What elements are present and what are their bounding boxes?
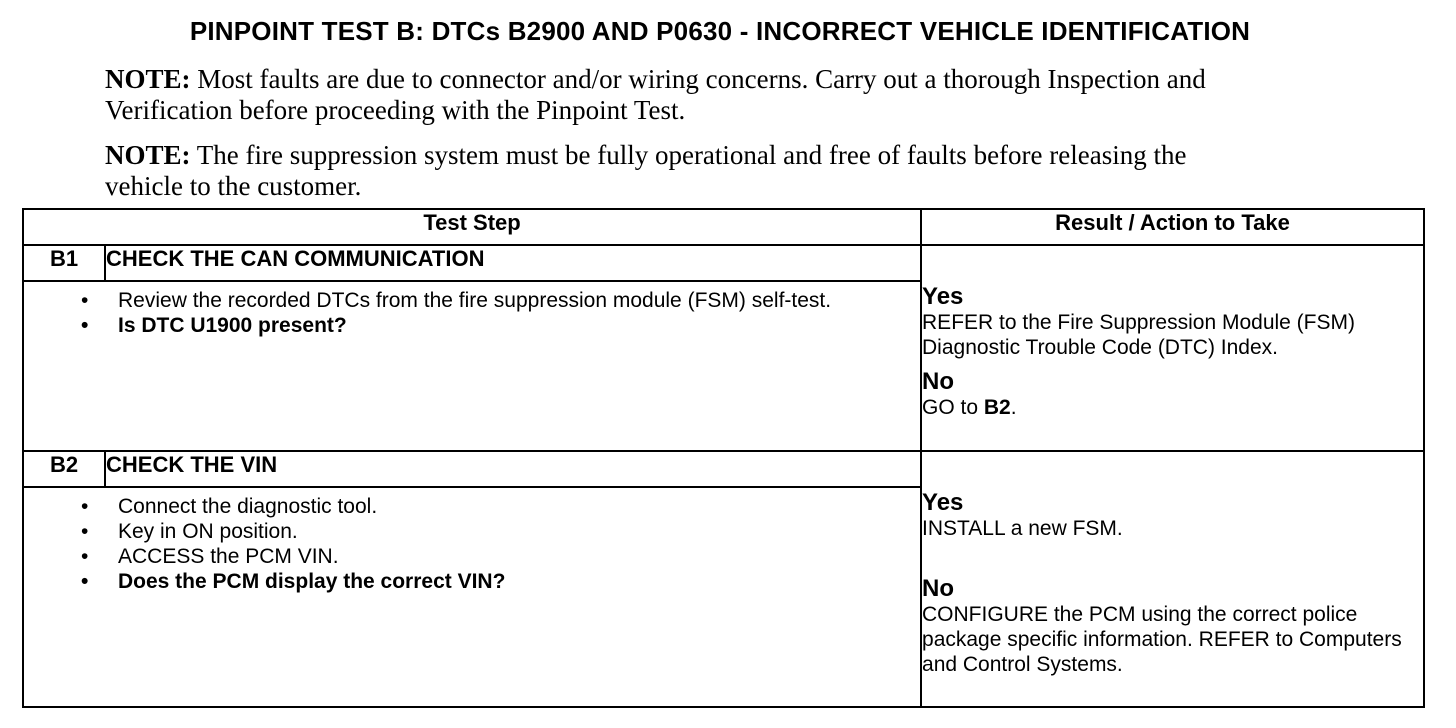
step-question: • Does the PCM display the correct VIN? bbox=[118, 569, 920, 594]
result-yes-text: INSTALL a new FSM. bbox=[922, 517, 1123, 540]
step-result-cell bbox=[921, 245, 1424, 451]
result-yes-text: REFER to the Fire Suppression Module (FSM) Diagnostic Trouble Code (DTC) Index. bbox=[922, 311, 1355, 359]
page-title: PINPOINT TEST B: DTCs B2900 AND P0630 - INCORRECT VEHICLE IDENTIFICATION bbox=[189, 16, 1251, 46]
table-header-row bbox=[23, 209, 1424, 245]
note-label: NOTE: bbox=[105, 64, 191, 94]
step-instruction: • Connect the diagnostic tool. bbox=[118, 494, 920, 519]
step-title: CHECK THE VIN bbox=[105, 451, 921, 487]
result-yes-label: Yes bbox=[922, 489, 964, 516]
header-result-action: Result / Action to Take bbox=[921, 209, 1424, 245]
note-connector-wiring bbox=[105, 64, 1215, 126]
step-instruction: • Key in ON position. bbox=[118, 519, 920, 544]
step-body bbox=[23, 281, 921, 451]
result-yes-label: Yes bbox=[922, 283, 964, 310]
step-instruction: • Review the recorded DTCs from the fire suppression module (FSM) self-test. bbox=[118, 288, 920, 313]
step-id: B2 bbox=[23, 451, 105, 487]
step-instructions bbox=[24, 288, 920, 338]
step-body bbox=[23, 487, 921, 707]
step-title-row bbox=[23, 245, 1424, 281]
step-question: • Is DTC U1900 present? bbox=[118, 313, 920, 338]
goto-step-link[interactable]: B2 bbox=[983, 396, 1011, 419]
result-no-text: CONFIGURE the PCM using the correct police package specific information. REFER to Computers and Control Systems. bbox=[922, 603, 1402, 676]
step-result-cell bbox=[921, 451, 1424, 707]
note-text: The fire suppression system must be fully operational and free of faults before releasing the vehicle to the customer. bbox=[105, 140, 1187, 201]
pinpoint-test-table bbox=[22, 208, 1425, 708]
note-fire-suppression bbox=[105, 140, 1215, 202]
note-text: Most faults are due to connector and/or wiring concerns. Carry out a thorough Inspection and Verification before proceeding with the Pinpoint Test. bbox=[105, 64, 1206, 125]
result-no-label: No bbox=[922, 368, 955, 395]
result-no-label: No bbox=[922, 575, 955, 602]
result-no-prefix: GO to bbox=[922, 396, 984, 419]
result-no-text bbox=[922, 395, 1423, 420]
header-test-step: Test Step bbox=[23, 209, 921, 245]
step-title: CHECK THE CAN COMMUNICATION bbox=[105, 245, 921, 281]
step-id: B1 bbox=[23, 245, 105, 281]
note-label: NOTE: bbox=[105, 140, 191, 170]
result-no-suffix: . bbox=[1010, 396, 1017, 419]
step-title-row bbox=[23, 451, 1424, 487]
step-instructions bbox=[24, 494, 920, 594]
step-instruction: • ACCESS the PCM VIN. bbox=[118, 544, 920, 569]
